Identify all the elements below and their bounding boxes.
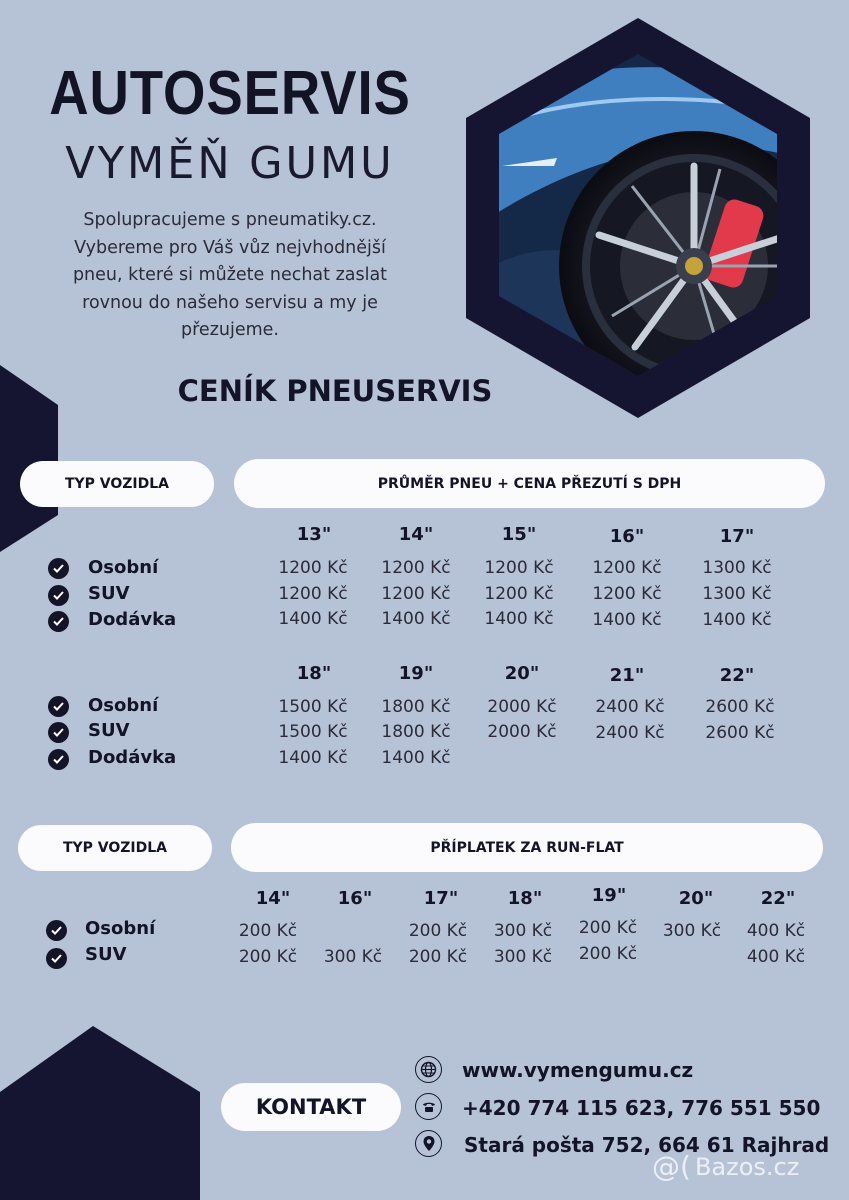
website-link[interactable]: www.vymengumu.cz — [462, 1058, 694, 1082]
runflat-size-header: 14" — [255, 888, 291, 909]
price-cell: 1200 Kč — [381, 558, 451, 578]
runflat-header-pill — [231, 823, 823, 872]
price-cell: 2600 Kč — [705, 697, 775, 717]
size-header: 14" — [398, 524, 434, 545]
runflat-header-label: PŘÍPLATEK ZA RUN-FLAT — [430, 839, 624, 856]
check-icon — [48, 749, 69, 770]
intro-text — [50, 207, 410, 345]
size-header: 20" — [504, 663, 540, 684]
size-header: 15" — [501, 524, 537, 545]
watermark-text: Bazos.cz — [694, 1152, 800, 1181]
left-hexagon-shape — [0, 365, 58, 552]
runflat-price-cell: 200 Kč — [408, 921, 468, 941]
phone-numbers[interactable]: +420 774 115 623, 776 551 550 — [462, 1096, 821, 1120]
vehicle-label: Osobní — [85, 918, 156, 939]
price-cell: 2000 Kč — [487, 697, 557, 717]
intro-line: rovnou do našeho servisu a my je — [82, 292, 378, 313]
vehicle-type-label: TYP VOZIDLA — [64, 476, 170, 492]
price-cell: 2400 Kč — [595, 723, 665, 743]
check-icon — [48, 558, 69, 579]
runflat-size-header: 17" — [423, 888, 459, 909]
price-cell: 1800 Kč — [381, 722, 451, 742]
price-cell: 1300 Kč — [702, 584, 772, 604]
vehicle-label: SUV — [88, 583, 130, 604]
price-cell: 1400 Kč — [278, 609, 348, 629]
runflat-size-header: 16" — [337, 888, 373, 909]
intro-line: Spolupracujeme s pneumatiky.cz. — [83, 210, 377, 230]
pricelist-heading: CENÍK PNEUSERVIS — [177, 374, 493, 408]
check-icon — [48, 585, 69, 606]
runflat-price-cell: 200 Kč — [238, 947, 298, 967]
page-title: AUTOSERVIS — [49, 59, 411, 128]
vehicle-label: SUV — [85, 944, 127, 965]
runflat-size-header: 20" — [678, 888, 714, 909]
runflat-size-header: 18" — [507, 888, 543, 909]
vehicle-label: Osobní — [88, 557, 159, 578]
price-cell: 2600 Kč — [705, 723, 775, 743]
size-header: 17" — [719, 526, 755, 547]
bottom-left-hexagon-shape — [0, 1026, 200, 1200]
price-cell: 1200 Kč — [278, 558, 348, 578]
price-cell: 1800 Kč — [381, 697, 451, 717]
price-header-label: PRŮMĚR PNEU + CENA PŘEZUTÍ S DPH — [377, 475, 682, 492]
runflat-price-cell: 300 Kč — [493, 921, 553, 941]
location-pin-icon — [415, 1130, 442, 1157]
price-cell: 1200 Kč — [278, 584, 348, 604]
price-cell: 1200 Kč — [592, 584, 662, 604]
price-header-pill — [234, 459, 825, 508]
runflat-vehicle-type-pill — [18, 825, 212, 871]
at-icon: @( — [652, 1150, 691, 1183]
price-cell: 1200 Kč — [381, 584, 451, 604]
price-cell: 1400 Kč — [702, 610, 772, 630]
contact-button-label: KONTAKT — [255, 1095, 367, 1119]
runflat-price-cell: 200 Kč — [408, 947, 468, 967]
runflat-vehicle-type-label: TYP VOZIDLA — [62, 840, 168, 856]
size-header: 19" — [398, 663, 434, 684]
size-header: 22" — [719, 665, 755, 686]
runflat-price-cell: 200 Kč — [238, 921, 298, 941]
size-header: 16" — [609, 526, 645, 547]
phone-icon — [415, 1093, 442, 1120]
intro-line: Vybereme pro Váš vůz nejvhodnější — [74, 237, 386, 258]
watermark — [652, 1150, 799, 1183]
check-icon — [48, 611, 69, 632]
address: Stará pošta 752, 664 61 Rajhrad — [464, 1133, 830, 1157]
check-icon — [46, 920, 67, 941]
price-cell: 1200 Kč — [592, 558, 662, 578]
page-subtitle: VYMĚŇ GUMU — [65, 138, 395, 189]
runflat-price-cell: 300 Kč — [662, 921, 722, 941]
price-cell: 1200 Kč — [484, 558, 554, 578]
runflat-price-cell: 400 Kč — [746, 921, 806, 941]
runflat-price-cell: 200 Kč — [578, 944, 638, 964]
runflat-price-cell: 300 Kč — [323, 947, 383, 967]
vehicle-type-pill — [20, 461, 214, 507]
price-cell: 1400 Kč — [484, 609, 554, 629]
size-header: 21" — [609, 665, 645, 686]
price-cell: 1400 Kč — [381, 609, 451, 629]
vehicle-label: SUV — [88, 720, 130, 741]
size-header: 13" — [296, 524, 332, 545]
price-cell: 1400 Kč — [278, 748, 348, 768]
price-cell: 2000 Kč — [487, 722, 557, 742]
size-header: 18" — [296, 663, 332, 684]
runflat-price-cell: 300 Kč — [493, 947, 553, 967]
price-cell: 1400 Kč — [592, 610, 662, 630]
price-cell: 1400 Kč — [381, 748, 451, 768]
car-wheel-image — [462, 16, 814, 420]
contact-button[interactable] — [221, 1083, 401, 1131]
runflat-size-header: 19" — [591, 885, 627, 906]
intro-line: pneu, které si můžete nechat zaslat — [72, 265, 388, 285]
runflat-price-cell: 200 Kč — [578, 918, 638, 938]
intro-line: přezujeme. — [181, 320, 279, 340]
globe-icon — [415, 1056, 442, 1083]
price-cell: 1500 Kč — [278, 722, 348, 742]
runflat-price-cell: 400 Kč — [746, 947, 806, 967]
vehicle-label: Dodávka — [88, 747, 177, 768]
runflat-size-header: 22" — [760, 888, 796, 909]
price-cell: 1200 Kč — [484, 584, 554, 604]
price-cell: 2400 Kč — [595, 697, 665, 717]
price-cell: 1500 Kč — [278, 697, 348, 717]
check-icon — [48, 722, 69, 743]
vehicle-label: Osobní — [88, 695, 159, 716]
vehicle-label: Dodávka — [88, 609, 177, 630]
price-cell: 1300 Kč — [702, 558, 772, 578]
check-icon — [48, 696, 69, 717]
check-icon — [46, 948, 67, 969]
